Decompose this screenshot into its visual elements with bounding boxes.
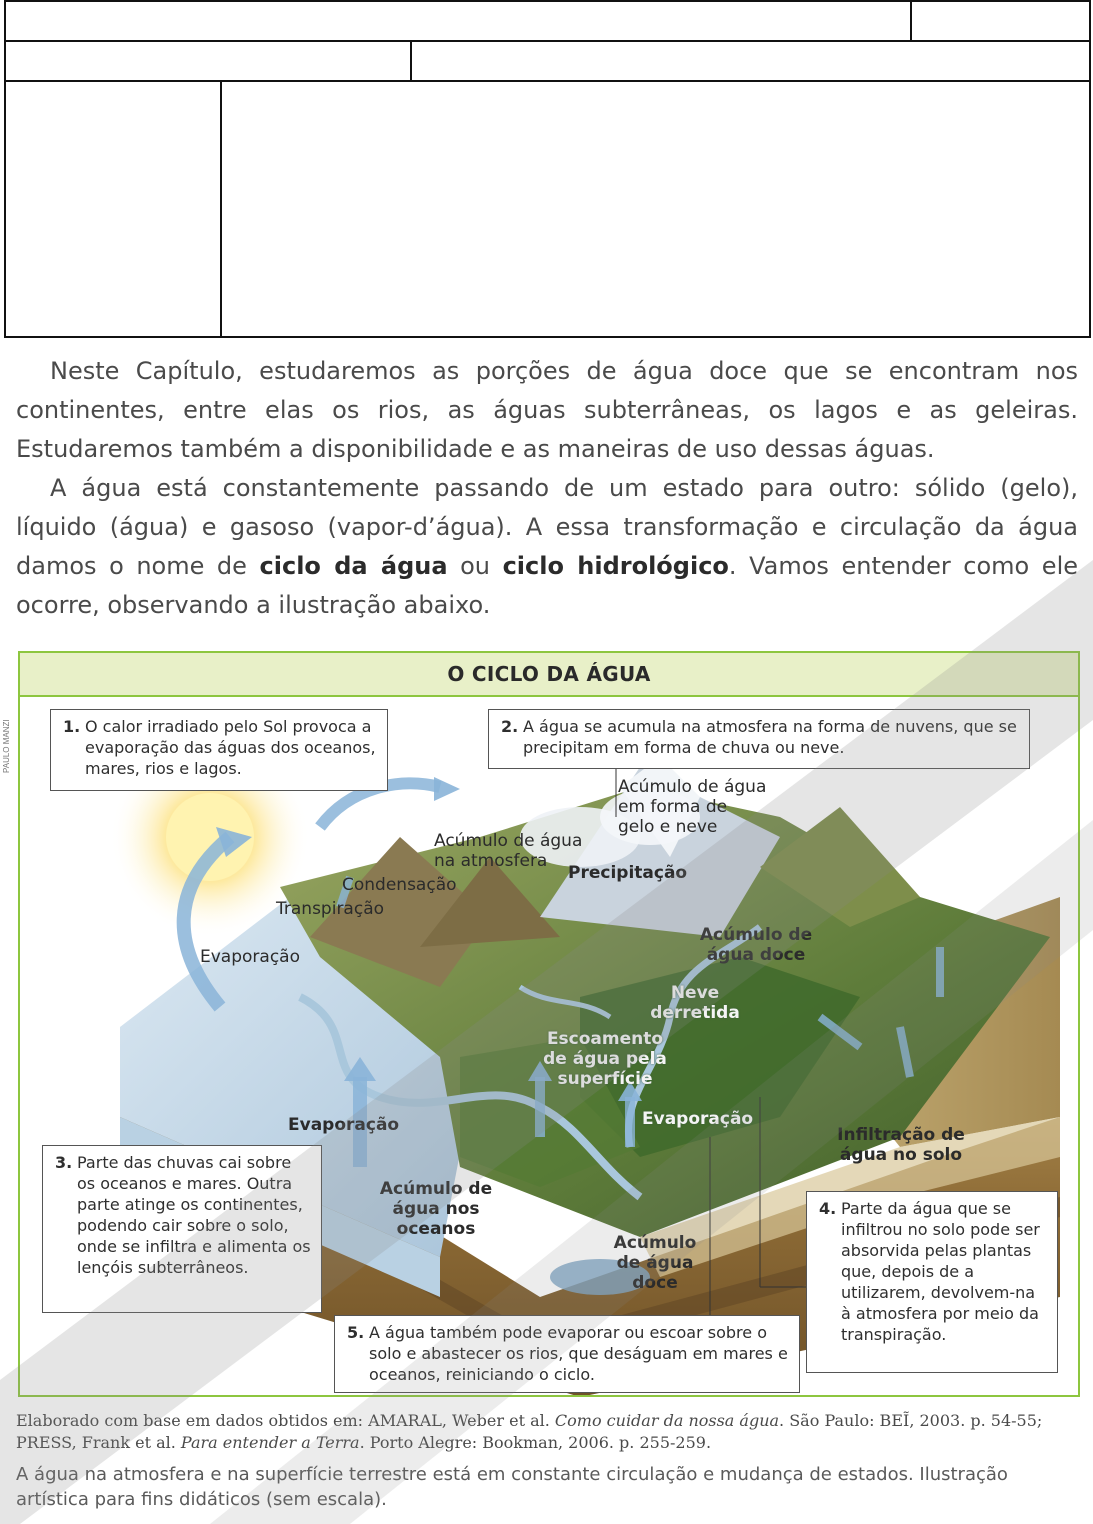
form-cell-name[interactable] <box>4 0 912 42</box>
label-neve-derretida: Neve derretida <box>650 983 740 1023</box>
form-cell-content-area[interactable] <box>220 80 1091 338</box>
box-number: 4. <box>819 1199 837 1218</box>
form-cell-label-area[interactable] <box>4 80 222 338</box>
label-precipitacao: Precipitação <box>568 863 688 883</box>
box-text: Parte da água que se infiltrou no solo pode ser absorvida pelas plantas que, depois de a utilizarem, devolvem-na à atmosfera por meio da transpiração. <box>841 1199 1040 1344</box>
intro-paragraph-2: A água está constantemente passando de um estado para outro: sólido (gelo), líquido (água) e gasoso (vapor-d’água). A essa transformação e circulação da água damos o nome de ciclo da água ou ciclo hidrológico. Vamos entender como ele ocorre, observando a ilustração abaixo. <box>16 474 1079 619</box>
intro-text <box>16 352 1078 625</box>
label-evaporacao-1: Evaporação <box>200 947 300 967</box>
header-form-table <box>4 0 1091 338</box>
label-evaporacao-2: Evaporação <box>642 1109 754 1129</box>
label-escoamento: Escoamento de água pela superfície <box>543 1029 667 1089</box>
label-acumulo-doce-1: Acúmulo de água doce <box>699 925 813 965</box>
box-text: Parte das chuvas cai sobre os oceanos e mares. Outra parte atinge os continentes, podendo cair sobre o solo, onde se infiltra e alimenta os lençóis subterrâneos. <box>77 1153 311 1277</box>
photo-credit: PAULO MANZI <box>2 719 11 773</box>
box-number: 1. <box>63 717 81 736</box>
label-infiltracao: Infiltração de água no solo <box>837 1125 965 1165</box>
figure-title: O CICLO DA ÁGUA <box>20 653 1078 697</box>
figure-source: Elaborado com base em dados obtidos em: AMARAL, Weber et al. Como cuidar da nossa água. São Paulo: BEĨ, 2003. p. 54-55; PRESS, Frank et al. Para entender a Terra. Porto Alegre: Bookman, 2006. p. 255-259. <box>16 1411 1043 1452</box>
term-ciclo-da-agua: ciclo da água <box>259 552 448 580</box>
box-text: A água também pode evaporar ou escoar sobre o solo e abastecer os rios, que deságuam em mares e oceanos, reiniciando o ciclo. <box>369 1323 788 1384</box>
form-cell-right[interactable] <box>410 40 1091 82</box>
box-text: O calor irradiado pelo Sol provoca a evaporação das águas dos oceanos, mares, rios e lagos. <box>85 717 376 778</box>
box-number: 3. <box>55 1153 73 1172</box>
figure-caption: A água na atmosfera e na superfície terrestre está em constante circulação e mudança de estados. Ilustração artística para fins didáticos (sem escala). <box>16 1464 1008 1510</box>
info-box-5 <box>334 1315 800 1393</box>
label-acumulo-oceanos: Acúmulo de água nos oceanos <box>379 1179 493 1239</box>
info-box-4 <box>806 1191 1058 1373</box>
info-box-2 <box>488 709 1030 769</box>
form-cell-left[interactable] <box>4 40 412 82</box>
label-transpiracao: Transpiração <box>276 899 385 919</box>
term-ciclo-hidrologico: ciclo hidrológico <box>502 552 729 580</box>
info-box-1 <box>50 709 388 791</box>
label-acumulo-doce-2: Acúmulo de água doce <box>613 1233 697 1293</box>
source-title-1: Como cuidar da nossa água <box>554 1411 780 1430</box>
label-acumulo-gelo: Acúmulo de água em forma de gelo e neve <box>618 777 767 837</box>
info-box-3 <box>42 1145 322 1313</box>
label-evaporacao-3: Evaporação <box>288 1115 400 1135</box>
intro-paragraph-1: Neste Capítulo, estudaremos as porções de água doce que se encontram nos continentes, entre elas os rios, as águas subterrâneas, os lagos e as geleiras. Estudaremos também a disponibilidade e as maneiras de uso dessas águas. <box>16 357 1078 463</box>
box-text: A água se acumula na atmosfera na forma de nuvens, que se precipitam em forma de chuva ou neve. <box>523 717 1017 757</box>
box-number: 2. <box>501 717 519 736</box>
water-cycle-figure <box>18 651 1080 1397</box>
label-acumulo-atmosfera: Acúmulo de água na atmosfera <box>434 831 583 871</box>
label-condensacao: Condensação <box>342 875 457 895</box>
box-number: 5. <box>347 1323 365 1342</box>
source-title-2: Para entender a Terra <box>180 1433 360 1452</box>
form-cell-number[interactable] <box>910 0 1091 42</box>
